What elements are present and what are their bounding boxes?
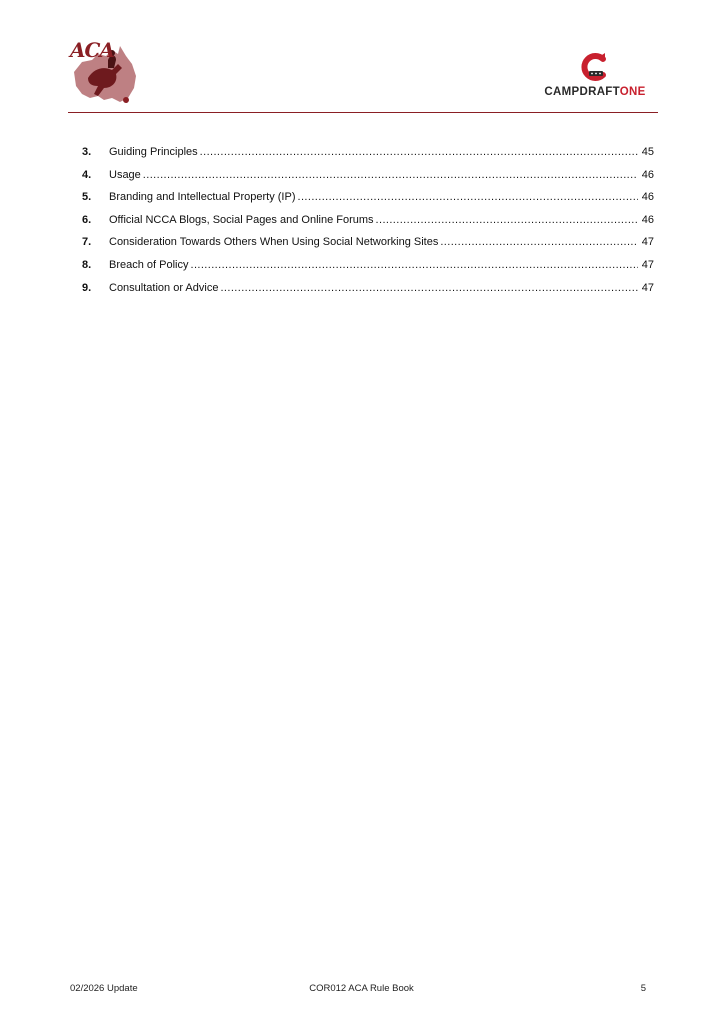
toc-entry-page: 47	[641, 281, 654, 294]
toc-dot-leader	[190, 259, 638, 271]
toc-entry-page: 47	[641, 258, 654, 271]
toc-entry-number: 8.	[82, 258, 92, 271]
campdraftone-wordmark-part1: CAMPDRAFT	[544, 86, 620, 98]
footer-page-number: 5	[640, 983, 646, 994]
toc-entry[interactable]	[82, 236, 654, 259]
toc-entry-number: 9.	[82, 281, 92, 294]
toc-dot-leader	[298, 191, 639, 203]
table-of-contents	[82, 146, 654, 304]
toc-entry-number: 6.	[82, 213, 92, 226]
toc-dot-leader	[376, 214, 638, 226]
toc-entry-title: Consideration Towards Others When Using Social Networking Sites	[109, 236, 439, 249]
toc-dot-leader	[200, 146, 638, 158]
toc-entry-page: 46	[641, 213, 654, 226]
toc-dot-leader	[440, 236, 638, 248]
toc-entry-title: Consultation or Advice	[109, 281, 219, 294]
toc-entry[interactable]	[82, 169, 654, 192]
footer-document-title: COR012 ACA Rule Book	[309, 983, 414, 994]
campdraftone-logo	[535, 52, 655, 100]
toc-entry[interactable]	[82, 282, 654, 305]
toc-entry-number: 4.	[82, 168, 92, 181]
toc-dot-leader	[143, 169, 638, 181]
toc-entry-page: 46	[641, 191, 654, 204]
toc-entry-title: Breach of Policy	[109, 258, 189, 271]
campdraftone-wordmark	[535, 86, 655, 98]
campdraftone-wordmark-part2: ONE	[619, 86, 646, 98]
toc-entry-title: Usage	[109, 168, 141, 181]
toc-entry[interactable]	[82, 259, 654, 282]
toc-entry-page: 47	[641, 236, 654, 249]
toc-dot-leader	[220, 282, 638, 294]
header-divider	[68, 112, 658, 113]
toc-entry-number: 5.	[82, 191, 92, 204]
toc-entry[interactable]	[82, 191, 654, 214]
aca-logo-text: ACA	[70, 38, 114, 62]
toc-entry-title: Official NCCA Blogs, Social Pages and Online Forums	[109, 213, 374, 226]
toc-entry-page: 45	[641, 146, 654, 158]
toc-entry-title: Branding and Intellectual Property (IP)	[109, 191, 296, 204]
toc-entry-number: 3.	[82, 146, 92, 158]
toc-entry-page: 46	[641, 168, 654, 181]
toc-entry-title: Guiding Principles	[109, 146, 198, 158]
campdraftone-c-mark-icon	[581, 52, 609, 82]
footer-date: 02/2026 Update	[70, 983, 138, 994]
toc-entry[interactable]	[82, 214, 654, 237]
toc-entry-number: 7.	[82, 236, 92, 249]
toc-entry[interactable]	[82, 146, 654, 169]
